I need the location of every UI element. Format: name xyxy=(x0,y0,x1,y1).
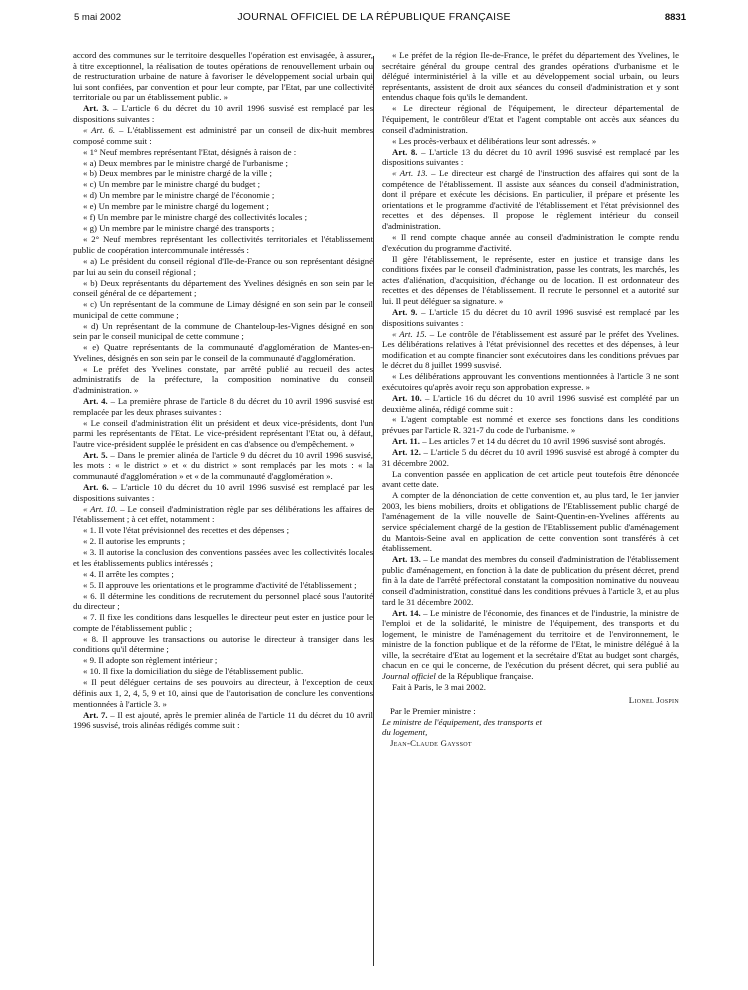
article-7: Art. 7. – Il est ajouté, après le premier alinéa de l'article 11 du décret du 10 avril 1996 susvisé, trois alinéas rédigés comme suit : xyxy=(73,709,373,731)
list-item: « c) Un membre par le ministre chargé du budget ; xyxy=(83,179,261,190)
list-item: « 1° Neuf membres représentant l'Etat, désignés à raison de : xyxy=(83,146,297,157)
list-item: « 3. Il autorise la conclusion des conventions passées avec les collectivités locales et les établissements publics intéressés ; xyxy=(73,547,373,568)
header-date: 5 mai 2002 xyxy=(74,12,122,23)
list-item: « e) Un membre par le ministre chargé du logement ; xyxy=(83,201,269,212)
paragraph: « Le conseil d'administration élit un président et deux vice-présidents, dont l'un parmi les représentants de l'Etat. Le vice-président représentant l'Etat ou, à défaut, l'autre vice-président supplée le président en cas d'absence ou d'empêchement. » xyxy=(73,417,373,449)
article-15-quote: « Art. 15. – Le contrôle de l'établissement est assuré par le préfet des Yvelines. Les délibérations relatives à l'état prévisionnel des recettes et des dépenses, à leur modification et au compte financier sont exécutoires dans les conditions prévues par le décret du 8 juillet 1999 susvisé. xyxy=(382,328,679,371)
paragraph: « Le directeur régional de l'équipement, le directeur départemental de l'équipement, le contrôleur d'Etat et l'agent comptable ont accès aux séances du conseil d'administration. xyxy=(382,103,679,135)
journal-title: JOURNAL OFFICIEL DE LA RÉPUBLIQUE FRANÇAISE xyxy=(237,11,511,23)
paragraph: « Les procès-verbaux et délibérations leur sont adressés. » xyxy=(392,135,597,146)
list-item: « a) Deux membres par le ministre chargé de l'urbanisme ; xyxy=(83,157,288,168)
article-4: Art. 4. – La première phrase de l'article 8 du décret du 10 avril 1996 susvisé est remplacée par les deux phrases suivantes : xyxy=(73,396,373,417)
paragraph: « Les délibérations approuvant les conventions mentionnées à l'article 3 ne sont exécutoires qu'après avoir reçu son approbation expresse. » xyxy=(382,371,679,392)
list-item: « a) Le président du conseil régional d'Ile-de-France ou son représentant désigné par lui au sein du conseil régional ; xyxy=(73,255,373,277)
minister-title: Le ministre de l'équipement, des transports et du logement, xyxy=(382,716,542,738)
list-item: « c) Un représentant de la commune de Limay désigné en son sein par le conseil municipal de cette commune ; xyxy=(73,299,373,320)
signature-date: Fait à Paris, le 3 mai 2002. xyxy=(392,682,486,693)
list-item: « 10. Il fixe la domiciliation du siège de l'établissement public. xyxy=(83,666,304,677)
article-6: Art. 6. – L'article 10 du décret du 10 avril 1996 susvisé est remplacé par les dispositions suivantes : xyxy=(73,481,373,503)
article-12: Art. 12. – L'article 5 du décret du 10 avril 1996 susvisé est abrogé à compter du 31 décembre 2002. xyxy=(382,447,679,468)
prime-minister-name: Lionel Jospin xyxy=(628,694,679,705)
paragraph: « L'agent comptable est nommé et exerce ses fonctions dans les conditions prévues par l'article R. 321-7 du code de l'urbanisme. » xyxy=(382,414,679,436)
article-8: Art. 8. – L'article 13 du décret du 10 avril 1996 susvisé est remplacé par les dispositions suivantes : xyxy=(382,146,679,168)
article-5: Art. 5. – Dans le premier alinéa de l'article 9 du décret du 10 avril 1996 susvisé, les mots : « le district » et « du district » sont remplacés par les mots : « la communauté d'agglomération » et « de la communauté d'agglomération ». xyxy=(73,449,373,481)
paragraph: « Le préfet de la région Ile-de-France, le préfet du département des Yvelines, le secrétaire général du groupe central des grandes opérations d'urbanisme et le délégué interministériel à la ville et au développement social urbain, ou leurs représentants, assistent de droit aux séances du conseil d'administration et y sont entendus chaque fois qu'ils le demandent. xyxy=(382,50,679,103)
list-item: « 8. Il approuve les transactions ou autorise le directeur à transiger dans les conditions qu'il détermine ; xyxy=(73,633,373,655)
article-6-quote: « Art. 6. – L'établissement est administré par un conseil de dix-huit membres composé comme suit : xyxy=(73,124,373,146)
list-item: « b) Deux membres par le ministre chargé de la ville ; xyxy=(83,168,272,179)
list-item: « 4. Il arrête les comptes ; xyxy=(83,568,174,579)
paragraph: « Il peut déléguer certains de ses pouvoirs au directeur, à l'exception de ceux définis aux 1, 2, 4, 5, 9 et 10, ainsi que de l'autorisation de conclure les conventions mentionnées à l'article 3. » xyxy=(73,677,373,709)
article-9: Art. 9. – L'article 15 du décret du 10 avril 1996 susvisé est remplacé par les dispositions suivantes : xyxy=(382,306,679,328)
list-item: « 1. Il vote l'état prévisionnel des recettes et des dépenses ; xyxy=(83,525,290,536)
paragraph: A compter de la dénonciation de cette convention et, au plus tard, le 1er janvier 2003, les biens mobiliers, droits et obligations de l'Etablissement public chargé de l'aménagement de la ville nouvelle de Saint-Quentin-en-Yvelines afférents au service spécialement chargé de la gestion de l'Etablissement public d'aménagement du Mantois-Seine aval en application de cette convention sont transférés à cet établissement. xyxy=(382,490,679,554)
article-10-quote: « Art. 10. – Le conseil d'administration règle par ses délibérations les affaires de l'établissement ; à cet effet, notamment : xyxy=(73,503,373,525)
article-10: Art. 10. – L'article 16 du décret du 10 avril 1996 susvisé est complété par un deuxième alinéa, rédigé comme suit : xyxy=(382,392,679,414)
article-13-quote: « Art. 13. – Le directeur est chargé de l'instruction des affaires qui sont de la compétence de l'établissement. Il assiste aux séances du conseil d'administration, dont il prépare et exécute les décisions. En particulier, il prépare et présente les orientations et le programme d'activité de l'établissement et l'état prévisionnel des recettes et des dépenses. Il propose le règlement intérieur du conseil d'administration. xyxy=(382,168,679,232)
article-13: Art. 13. – Le mandat des membres du conseil d'administration de l'établissement public d'aménagement, en fonction à la date de publication du présent décret, prend fin à la date de l'arrêté préfectoral constatant la composition nominative du nouveau conseil d'administration, constitué dans les conditions prévues à l'article 3, et au plus tard le 31 décembre 2002. xyxy=(382,554,680,607)
list-item: « d) Un représentant de la commune de Chanteloup-les-Vignes désigné en son sein par le conseil municipal de cette commune ; xyxy=(73,320,373,342)
page-header xyxy=(0,8,748,30)
signature-by-line: Par le Premier ministre : xyxy=(390,705,476,716)
list-item: « e) Quatre représentants de la communauté d'agglomération de Mantes-en-Yvelines, désignés en son sein par le conseil de la communauté d'agglomération. xyxy=(73,342,373,363)
minister-name: Jean-Claude Gayssot xyxy=(390,738,472,749)
left-column xyxy=(73,50,373,731)
list-item: « 2. Il autorise les emprunts ; xyxy=(83,536,186,547)
paragraph: La convention passée en application de cet article peut toutefois être dénoncée avant cette date. xyxy=(382,468,679,490)
list-item: « 6. Il détermine les conditions de recrutement du personnel placé sous l'autorité du directeur ; xyxy=(73,590,373,612)
list-item: « 9. Il adopte son règlement intérieur ; xyxy=(83,655,218,666)
list-item: « 7. Il fixe les conditions dans lesquelles le directeur peut ester en justice pour le compte de l'établissement public ; xyxy=(73,612,373,633)
list-item: « d) Un membre par le ministre chargé de l'économie ; xyxy=(83,190,275,201)
paragraph: Il gère l'établissement, le représente, ester en justice et transige dans les conditions fixées par le conseil d'administration, passe les contrats, les marchés, les actes d'aliénation, d'acquisition, d'échange ou de location. Il est ordonnateur des recettes et des dépenses de l'établissement. Il recrute le personnel et a autorité sur lui. Il peut déléguer sa signature. » xyxy=(382,253,679,306)
right-column xyxy=(382,50,679,749)
paragraph: « Il rend compte chaque année au conseil d'administration le compte rendu d'exécution du programme d'activité. xyxy=(382,232,679,253)
list-item: « g) Un membre par le ministre chargé des transports ; xyxy=(83,223,275,234)
list-item: « 5. Il approuve les orientations et le programme d'activité de l'établissement ; xyxy=(83,579,357,590)
list-item: « b) Deux représentants du département des Yvelines désignés en son sein par le conseil général de ce département ; xyxy=(73,277,373,299)
column-divider xyxy=(373,56,374,966)
list-item: « f) Un membre par le ministre chargé des collectivités locales ; xyxy=(83,212,308,223)
paragraph: « Le préfet des Yvelines constate, par arrêté publié au recueil des actes administratifs de la préfecture, la composition nominative du conseil d'administration. » xyxy=(73,363,373,396)
article-11: Art. 11. – Les articles 7 et 14 du décret du 10 avril 1996 susvisé sont abrogés. xyxy=(392,436,666,447)
article-3: Art. 3. – L'article 6 du décret du 10 avril 1996 susvisé est remplacé par les dispositions suivantes : xyxy=(73,103,373,124)
article-14: Art. 14. – Le ministre de l'économie, des finances et de l'industrie, la ministre de l'emploi et de la solidarité, le ministre de l'équipement, des transports et du logement, le ministre de l'aménagement du territoire et de l'environnement, le ministre de la fonction publique et de la réforme de l'Etat, le ministre délégué à la ville, la secrétaire d'Etat au logement et la secrétaire d'Etat au budget sont chargés, chacun en ce qui le concerne, de l'exécution du présent décret, qui sera publié au Journal officiel de la République française. xyxy=(382,607,680,682)
page-number: 8831 xyxy=(664,12,686,23)
paragraph: accord des communes sur le territoire desquelles l'opération est envisagée, à assurer, à titre exceptionnel, la réalisation de toutes opérations de renouvellement urbain ou de restructuration urbaine de nature à favoriser le développement social urbain qui lui sont confiées, par convention et pour leur compte, par l'Etat, par une collectivité territoriale ou par un établissement public. » xyxy=(73,50,373,103)
list-item: « 2° Neuf membres représentant les collectivités territoriales et l'établissement public de coopération intercommunale intéressés : xyxy=(73,234,373,255)
